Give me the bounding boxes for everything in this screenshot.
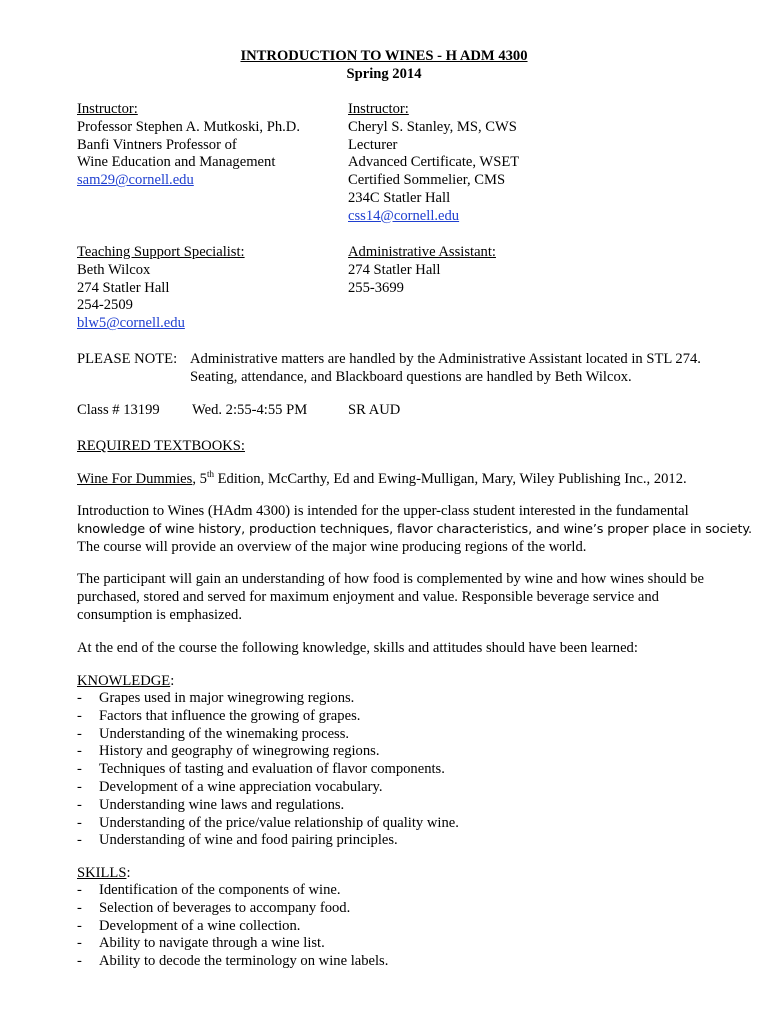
textbook-rest: Edition, McCarthy, Ed and Ewing-Mulligan, Mary, Wiley Publishing Inc., 2012. xyxy=(213,471,687,487)
textbooks-heading: REQUIRED TEXTBOOKS: xyxy=(77,438,245,454)
bullet-dash: - xyxy=(77,814,82,831)
knowledge-heading-colon: : xyxy=(170,673,175,689)
bullet-dash: - xyxy=(77,917,82,934)
participant-line: consumption is emphasized. xyxy=(77,606,242,623)
tss-email-link[interactable]: blw5@cornell.edu xyxy=(77,315,185,332)
bullet-dash: - xyxy=(77,761,82,778)
admin-block xyxy=(348,244,496,297)
knowledge-heading xyxy=(77,673,174,691)
bullet-dash: - xyxy=(77,796,82,813)
list-item-text: Understanding of the winemaking process. xyxy=(99,725,350,742)
textbook-edition-sup: th xyxy=(206,469,214,479)
instructor-2-block xyxy=(348,101,519,226)
bullet-dash: - xyxy=(77,778,82,795)
textbook-citation xyxy=(77,471,687,489)
class-room: SR AUD xyxy=(348,402,401,418)
intro-line: knowledge of wine history, production techniques, flavor characteristics, and wine’s proper place in society. xyxy=(77,521,752,537)
intro-line: Introduction to Wines (HAdm 4300) is intended for the upper-class student interested in the fundamental xyxy=(77,503,689,519)
bullet-dash: - xyxy=(77,899,82,916)
instructor-1-email-link[interactable]: sam29@cornell.edu xyxy=(77,172,194,189)
tss-label: Teaching Support Specialist: xyxy=(77,244,245,260)
textbook-title: Wine For Dummies xyxy=(77,471,193,487)
list-item-text: Identification of the components of wine. xyxy=(99,882,341,898)
instructor-1-label: Instructor: xyxy=(77,101,138,117)
admin-line: 274 Statler Hall xyxy=(348,261,441,278)
skills-heading-text: SKILLS xyxy=(77,865,127,881)
intro-line: The course will provide an overview of the major wine producing regions of the world. xyxy=(77,538,587,555)
instructor-2-label: Instructor: xyxy=(348,101,409,117)
list-item-text: Understanding of the price/value relationship of quality wine. xyxy=(99,814,459,831)
outcome-intro: At the end of the course the following knowledge, skills and attitudes should have been learned: xyxy=(77,640,638,656)
list-item-text: Understanding of wine and food pairing principles. xyxy=(99,832,398,849)
list-item-text: Ability to decode the terminology on wine labels. xyxy=(99,953,389,970)
bullet-dash: - xyxy=(77,953,82,970)
skills-heading-colon: : xyxy=(126,865,131,881)
class-time: Wed. 2:55-4:55 PM xyxy=(192,402,308,418)
participant-line: purchased, stored and served for maximum enjoyment and value. Responsible beverage service and xyxy=(77,588,659,605)
list-item-text: Ability to navigate through a wine list. xyxy=(99,935,325,952)
instructor-2-line: Advanced Certificate, WSET xyxy=(348,154,520,171)
instructor-2-line: Cheryl S. Stanley, MS, CWS xyxy=(348,118,517,135)
bullet-dash: - xyxy=(77,832,82,849)
bullet-dash: - xyxy=(77,882,82,898)
instructor-2-line: 234C Statler Hall xyxy=(348,189,451,206)
list-item-text: Techniques of tasting and evaluation of flavor components. xyxy=(99,761,445,778)
instructor-2-line: Certified Sommelier, CMS xyxy=(348,172,506,189)
bullet-dash: - xyxy=(77,707,82,724)
textbook-comma: , 5 xyxy=(192,471,207,487)
bullet-dash: - xyxy=(77,743,82,760)
course-title: INTRODUCTION TO WINES - H ADM 4300 xyxy=(240,48,528,64)
class-number: Class # 13199 xyxy=(77,402,160,418)
instructor-1-line: Wine Education and Management xyxy=(77,154,276,171)
list-item-text: Factors that influence the growing of grapes. xyxy=(99,707,361,724)
tss-line: Beth Wilcox xyxy=(77,261,151,278)
admin-label: Administrative Assistant: xyxy=(348,244,496,260)
instructor-2-line: Lecturer xyxy=(348,136,398,153)
list-item-text: Understanding wine laws and regulations. xyxy=(99,796,345,813)
list-item-text: Grapes used in major winegrowing regions. xyxy=(99,690,355,706)
knowledge-heading-text: KNOWLEDGE xyxy=(77,673,171,689)
note-line-1: Administrative matters are handled by the Administrative Assistant located in STL 274. xyxy=(190,351,701,367)
admin-line: 255-3699 xyxy=(348,279,404,296)
skills-heading xyxy=(77,865,131,883)
instructor-2-email-link[interactable]: css14@cornell.edu xyxy=(348,207,460,224)
instructor-1-line: Banfi Vintners Professor of xyxy=(77,136,237,153)
tss-line: 254-2509 xyxy=(77,297,133,314)
list-item-text: History and geography of winegrowing regions. xyxy=(99,743,380,760)
bullet-dash: - xyxy=(77,725,82,742)
participant-line: The participant will gain an understanding of how food is complemented by wine and how wines should be xyxy=(77,571,704,587)
list-item-text: Development of a wine collection. xyxy=(99,917,301,934)
list-item-text: Development of a wine appreciation vocabulary. xyxy=(99,778,383,795)
bullet-dash: - xyxy=(77,690,82,706)
list-item-text: Selection of beverages to accompany food. xyxy=(99,899,351,916)
participant-paragraph xyxy=(77,571,737,624)
intro-paragraph xyxy=(77,503,752,556)
note-line-2: Seating, attendance, and Blackboard questions are handled by Beth Wilcox. xyxy=(190,369,632,385)
tss-line: 274 Statler Hall xyxy=(77,279,170,296)
instructor-1-block xyxy=(77,101,300,190)
note-label: PLEASE NOTE: xyxy=(77,351,178,367)
course-term: Spring 2014 xyxy=(346,66,422,82)
tss-block xyxy=(77,244,245,333)
instructor-1-line: Professor Stephen A. Mutkoski, Ph.D. xyxy=(77,118,300,135)
bullet-dash: - xyxy=(77,935,82,952)
